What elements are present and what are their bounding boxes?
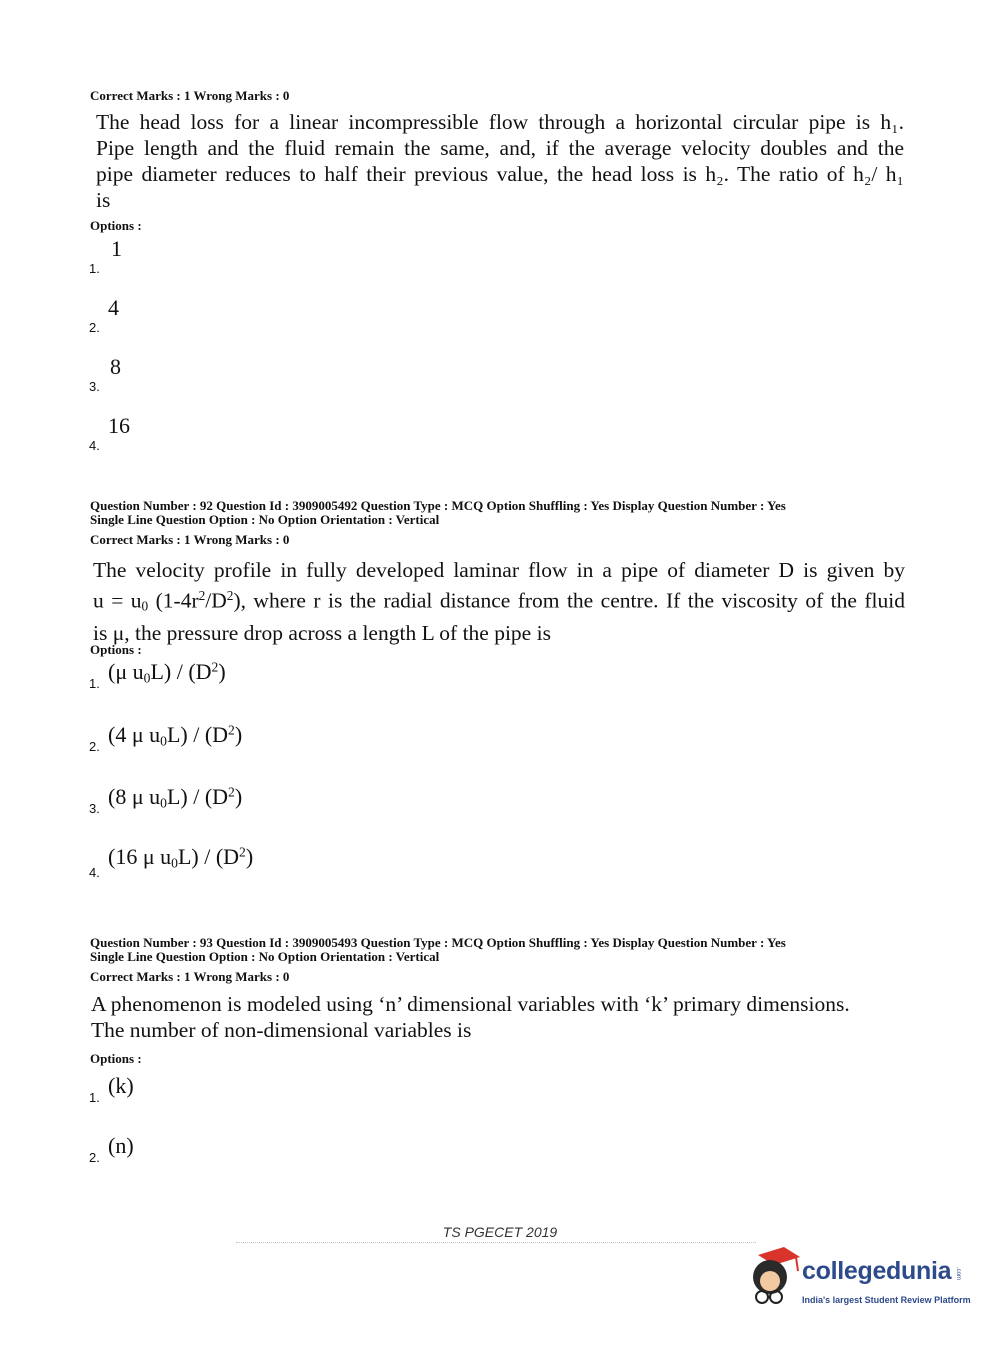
q92-meta-line: Question Number : 92 Question Id : 3909005492 Question Type : MCQ Option Shuffling : Yes Display Question Number : Yes [90, 498, 786, 513]
option-number: 2. [89, 1150, 100, 1165]
text-run: (16 μ u [108, 844, 172, 869]
text-run: 0 [171, 855, 178, 871]
q93-text-line: The number of non-dimensional variables is [91, 1018, 472, 1042]
text-run: (μ u [108, 659, 144, 684]
text-run: ) [218, 659, 226, 684]
q93-question-text [91, 991, 911, 1043]
option-number: 4. [89, 438, 100, 453]
option-number: 2. [89, 739, 100, 754]
q92-options-label: Options : [90, 642, 142, 657]
q92-marks: Correct Marks : 1 Wrong Marks : 0 [90, 532, 290, 547]
option-value: 16 [108, 413, 130, 438]
q91-text-line: The head loss for a linear incompressible flow through a horizontal circular pipe is h₁. [96, 110, 904, 134]
text-run: 0 [141, 598, 149, 614]
collegedunia-logo[interactable] [740, 1243, 970, 1313]
q93-marks: Correct Marks : 1 Wrong Marks : 0 [90, 969, 290, 984]
text-run: ), where r is the radial distance from the centre. If the viscosity of the fluid [233, 588, 905, 613]
text-run: L) / (D [177, 844, 240, 869]
text-run: 2 [211, 659, 219, 675]
footer-divider [236, 1242, 756, 1243]
text-run: 0 [143, 670, 151, 686]
text-run: 2 [198, 588, 206, 603]
option-value [108, 722, 242, 749]
text-run: (8 μ u [108, 784, 161, 809]
text-run: /D [205, 588, 227, 613]
q91-marks: Correct Marks : 1 Wrong Marks : 0 [90, 88, 290, 103]
exam-title: TS PGECET 2019 [442, 1224, 558, 1240]
text-run: 2 [226, 588, 234, 603]
q92-text-line [93, 583, 905, 620]
text-run: L) / (D [166, 722, 229, 747]
option-value [108, 659, 226, 686]
q92-text-line: is μ, the pressure drop across a length L of the pipe is [93, 620, 551, 645]
text-run: L) / (D [150, 659, 212, 684]
text-run: (1-4r [148, 588, 199, 613]
option-number: 1. [89, 1090, 100, 1105]
text-run: 0 [160, 795, 167, 811]
text-run: 2 [239, 844, 246, 860]
q92-text-line: The velocity profile in fully developed laminar flow in a pipe of diameter D is given by [93, 558, 905, 582]
mascot-icon [740, 1243, 802, 1313]
text-run: ) [245, 844, 254, 869]
q93-meta-line: Single Line Question Option : No Option Orientation : Vertical [90, 949, 440, 964]
option-number: 3. [89, 801, 100, 816]
option-value: (n) [108, 1133, 134, 1158]
q91-text-line: is [96, 188, 111, 212]
option-value: 8 [110, 354, 121, 379]
option-value [108, 784, 242, 811]
text-run: 0 [160, 733, 167, 749]
q93-meta-line: Question Number : 93 Question Id : 3909005493 Question Type : MCQ Option Shuffling : Yes Display Question Number : Yes [90, 935, 786, 950]
text-run: ) [234, 722, 243, 747]
text-run: u = u [93, 588, 142, 613]
text-run: 2 [228, 784, 235, 800]
q91-text-line: Pipe length and the fluid remain the same, and, if the average velocity doubles and the [96, 136, 904, 160]
option-value: (k) [108, 1073, 134, 1098]
option-value: 4 [108, 295, 119, 320]
option-number: 4. [89, 865, 100, 880]
q93-options-label: Options : [90, 1051, 142, 1066]
option-number: 3. [89, 379, 100, 394]
text-run: ) [234, 784, 243, 809]
option-number: 1. [89, 261, 100, 276]
option-value: 1 [111, 236, 122, 261]
q92-question-text [93, 557, 905, 646]
brand-name: collegedunia [802, 1257, 952, 1285]
text-run: 2 [228, 722, 235, 738]
q91-text-line: pipe diameter reduces to half their previous value, the head loss is h₂. The ratio of h₂/ h₁ [96, 162, 904, 186]
q92-meta-line: Single Line Question Option : No Option Orientation : Vertical [90, 512, 440, 527]
option-value [108, 844, 253, 871]
text-run: (4 μ u [108, 722, 161, 747]
brand-suffix: .com [955, 1267, 961, 1281]
option-number: 2. [89, 320, 100, 335]
q91-question-text [96, 109, 904, 213]
text-run: L) / (D [166, 784, 229, 809]
brand-tagline: India's largest Student Review Platform [802, 1295, 971, 1305]
q91-options-label: Options : [90, 218, 142, 233]
option-number: 1. [89, 676, 100, 691]
q93-text-line: A phenomenon is modeled using ‘n’ dimensional variables with ‘k’ primary dimensions. [91, 992, 850, 1016]
